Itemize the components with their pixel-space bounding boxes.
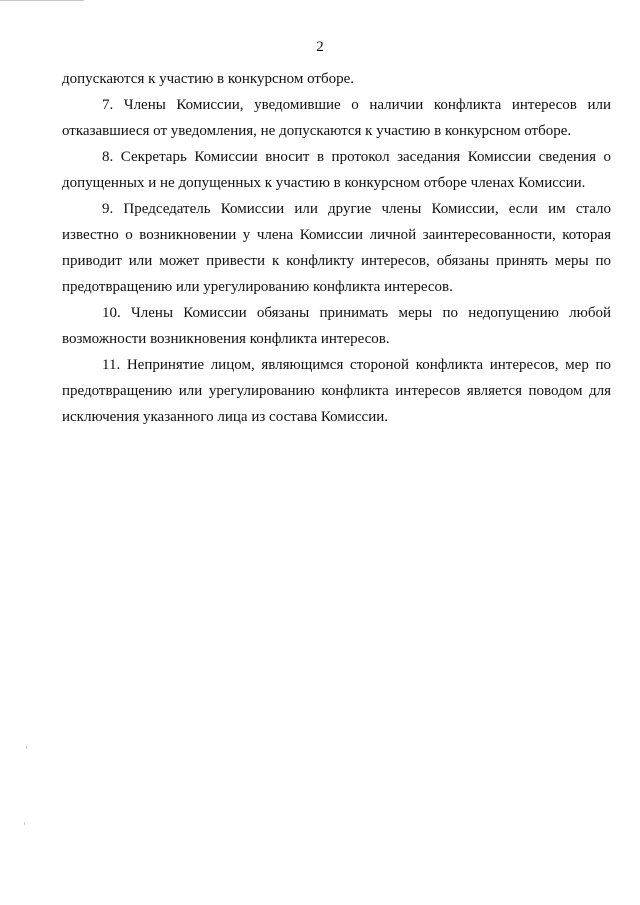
scan-artifact-mark: [24, 822, 25, 825]
paragraph-item-8: 8. Секретарь Комиссии вносит в протокол заседания Комиссии сведения о допущенных и не допущенных к участию в конкурсном отборе членах Комиссии.: [62, 149, 611, 191]
paragraph-item-9: 9. Председатель Комиссии или другие члены Комиссии, если им стало известно о возникновении у члена Комиссии личной заинтересованности, которая приводит или может привести к конфликту интересов, обязаны принять меры по предотвращению или урегулированию конфликта интересов.: [62, 201, 611, 295]
page-number: 2: [316, 39, 324, 55]
paragraph-item-7: 7. Члены Комиссии, уведомившие о наличии конфликта интересов или отказавшиеся от уведомления, не допускаются к участию в конкурсном отборе.: [62, 97, 611, 139]
document-body: [62, 66, 611, 430]
paragraph-item-11: 11. Непринятие лицом, являющимся стороной конфликта интересов, мер по предотвращению или урегулированию конфликта интересов является поводом для исключения указанного лица из состава Комиссии.: [62, 357, 611, 425]
paragraph-continuation: допускаются к участию в конкурсном отборе.: [62, 71, 355, 87]
paragraph-item-10: 10. Члены Комиссии обязаны принимать меры по недопущению любой возможности возникновения конфликта интересов.: [62, 305, 611, 347]
scan-artifact-mark: [26, 746, 27, 749]
scan-edge-line: [0, 0, 84, 1]
